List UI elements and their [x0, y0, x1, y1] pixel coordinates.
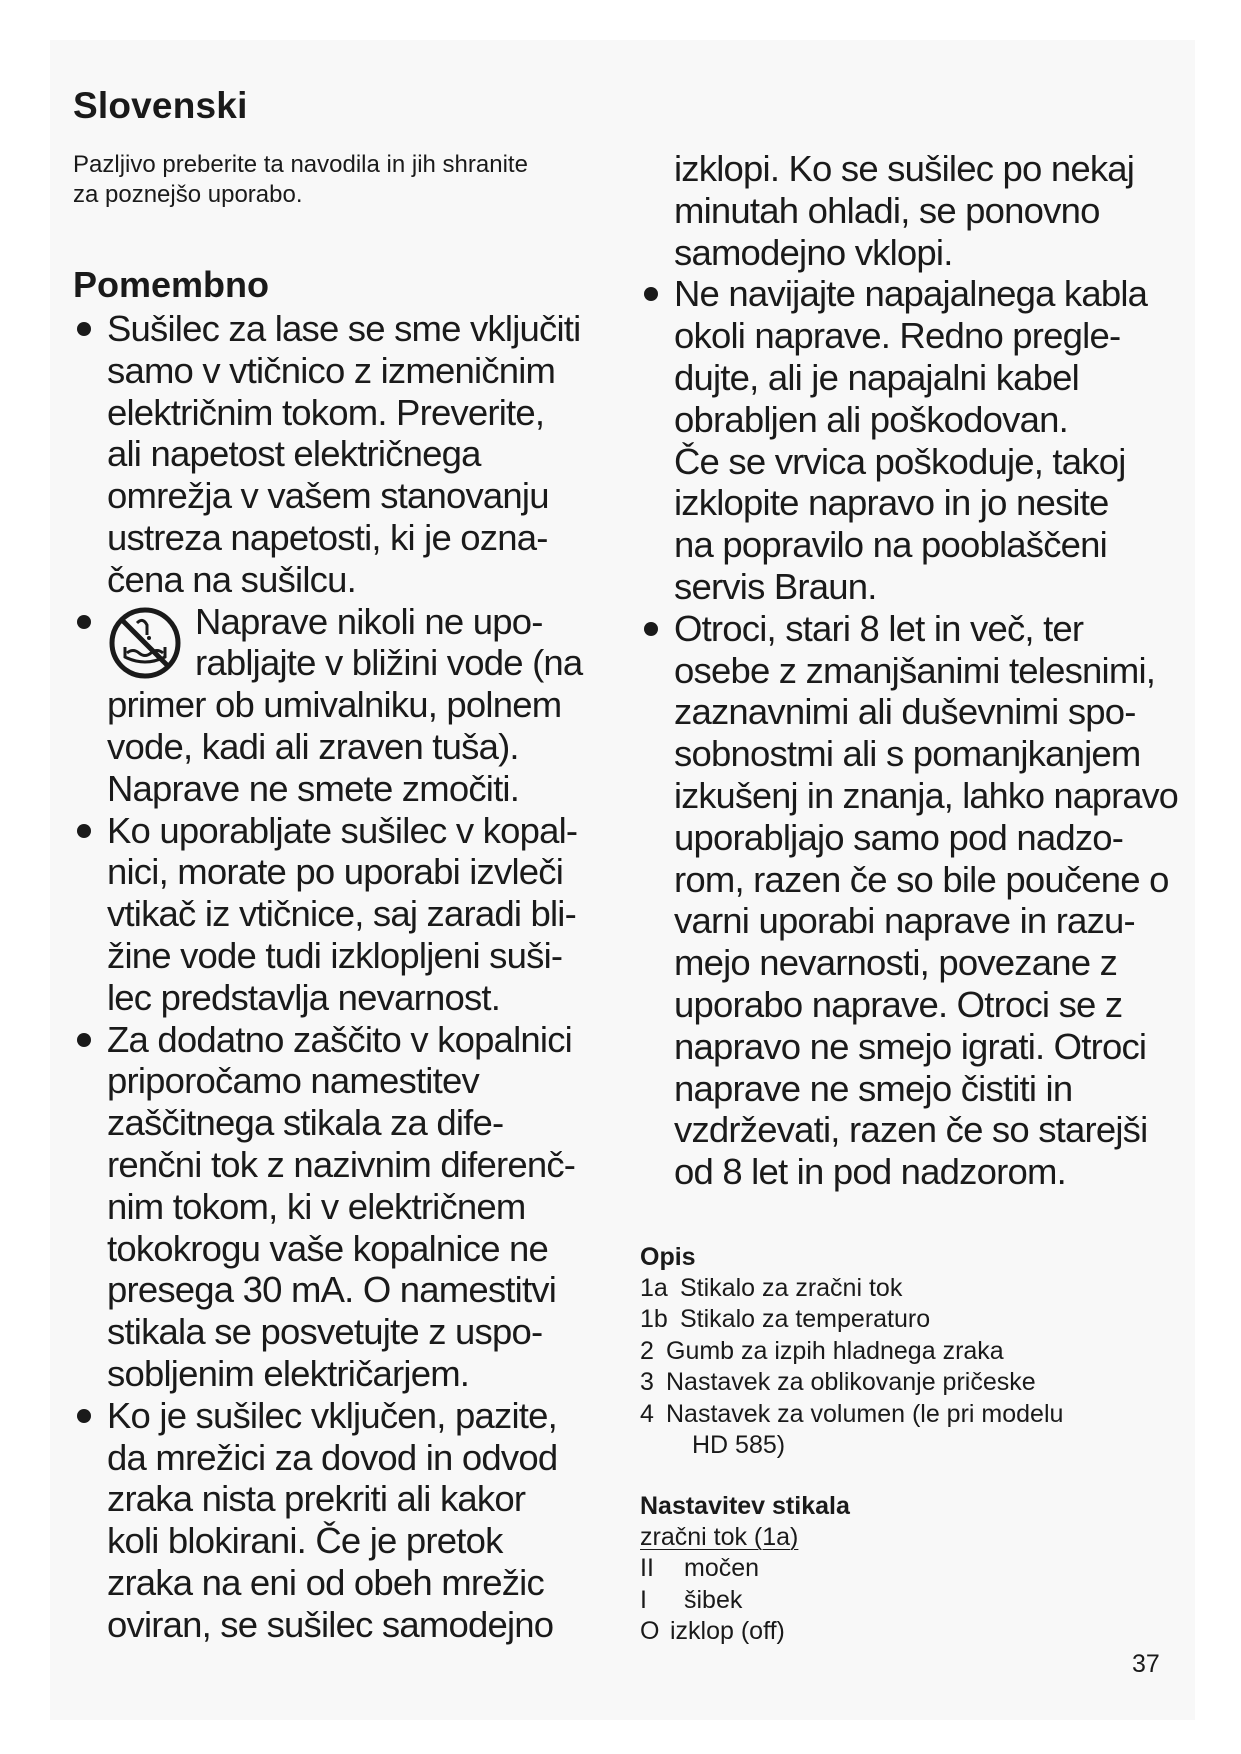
description-item [640, 1399, 1180, 1431]
setting-text: izklop (off) [670, 1617, 785, 1646]
safety-list-left [73, 308, 613, 1646]
text-line: dujte, ali je napajalni kabel [674, 356, 1079, 398]
text-line: samodejno vklopi. [674, 231, 953, 273]
list-item [73, 308, 613, 601]
settings-section [640, 1490, 1180, 1648]
right-column [640, 148, 1180, 1648]
text-line: oviran, se sušilec samodejno [107, 1603, 554, 1645]
text-line: vode, kadi ali zraven tuša). [107, 725, 519, 767]
text-line: izklopi. Ko se sušilec po nekaj [674, 148, 1135, 189]
list-item [640, 608, 1180, 1193]
text-line: Ne navijajte napajalnega kabla [674, 273, 1148, 315]
text-line: rom, razen če so bile poučene o [674, 858, 1169, 900]
text-line: nici, morate po uporabi izvleči [107, 851, 564, 893]
description-section [640, 1241, 1180, 1462]
settings-list [640, 1522, 1180, 1648]
text-line: zraka na eni od obeh mrežic [107, 1561, 544, 1603]
text-line: obrabljen ali poškodovan. [674, 398, 1068, 440]
setting-symbol: II [640, 1554, 654, 1583]
language-heading: Slovenski [73, 85, 248, 126]
description-heading: Opis [640, 1242, 696, 1271]
text-line: da mrežici za dovod in odvod [107, 1436, 558, 1478]
text-line: ali napetost električnega [107, 433, 481, 475]
settings-item [640, 1585, 1180, 1617]
text-line: minutah ohladi, se ponovno [674, 189, 1100, 231]
text-line: okoli naprave. Redno pregle- [674, 315, 1121, 357]
bullet-icon [77, 1033, 91, 1047]
list-item [640, 273, 1180, 607]
bullet-icon [77, 824, 91, 838]
item-number: 4 [640, 1399, 654, 1428]
important-heading: Pomembno [73, 264, 270, 305]
bullet-text-1 [107, 308, 613, 601]
intro-text [73, 150, 613, 210]
description-item [640, 1304, 1180, 1336]
left-column [73, 82, 613, 1646]
description-item [640, 1336, 1180, 1368]
bullet-icon [77, 615, 91, 629]
bullet-text-5 [107, 1395, 613, 1646]
intro-line: Pazljivo preberite ta navodila in jih shranite [73, 151, 528, 178]
text-line: Ko uporabljate sušilec v kopal- [107, 809, 578, 851]
text-line: vzdrževati, razen če so starejši [674, 1109, 1148, 1151]
setting-symbol: O [640, 1617, 660, 1646]
text-line: renčni tok z nazivnim diferenč- [107, 1143, 576, 1185]
description-list [640, 1273, 1180, 1462]
text-line: sobnostmi ali s pomanjkanjem [674, 733, 1141, 775]
description-item [640, 1273, 1180, 1305]
bullet-text-4 [107, 1019, 613, 1395]
text-line: žine vode tudi izklopljeni suši- [107, 934, 563, 976]
text-line: na popravilo na pooblaščeni [674, 524, 1107, 566]
text-line: uporabljajo samo pod nadzo- [674, 816, 1124, 858]
continuation-text [640, 148, 1180, 273]
text-line: samo v vtičnico z izmeničnim [107, 349, 556, 391]
bullet-text-6 [674, 273, 1180, 607]
text-line: Če se vrvica poškoduje, takoj [674, 440, 1126, 482]
text-line: primer ob umivalniku, polnem [107, 684, 562, 726]
text-line: Otroci, stari 8 let in več, ter [674, 607, 1084, 649]
text-line: priporočamo namestitev [107, 1060, 479, 1102]
text-line: presega 30 mA. O namestitvi [107, 1269, 557, 1311]
item-text: Stikalo za temperaturo [680, 1305, 931, 1334]
item-number: 3 [640, 1368, 654, 1397]
setting-text: močen [684, 1554, 760, 1583]
text-line: omrežja v vašem stanovanju [107, 475, 549, 517]
list-item [73, 1019, 613, 1395]
text-line: čena na sušilcu. [107, 558, 356, 600]
bullet-text-2 [107, 601, 613, 810]
text-line: Naprave nikoli ne upo- [195, 600, 543, 642]
settings-item [640, 1553, 1180, 1585]
settings-heading: Nastavitev stikala [640, 1491, 850, 1520]
text-line: mejo nevarnosti, povezane z [674, 942, 1118, 984]
item-number: 2 [640, 1336, 654, 1365]
text-line: nim tokom, ki v električnem [107, 1185, 526, 1227]
bullet-icon [644, 287, 658, 301]
settings-subheading: zračni tok (1a) [640, 1522, 799, 1551]
item-text: Nastavek za volumen (le pri modelu [666, 1399, 1064, 1428]
text-line: varni uporabi naprave in razu- [674, 900, 1135, 942]
text-line: tokokrogu vaše kopalnice ne [107, 1227, 549, 1269]
item-number: 1a [640, 1273, 668, 1302]
setting-symbol: I [640, 1585, 647, 1614]
item-number: 1b [640, 1305, 668, 1334]
text-line: servis Braun. [674, 565, 877, 607]
item-text-continued: HD 585) [692, 1431, 786, 1460]
item-text: Stikalo za zračni tok [680, 1273, 903, 1302]
bullet-text-7 [674, 608, 1180, 1193]
text-line: koli blokirani. Če je pretok [107, 1520, 503, 1562]
text-line: naprave ne smejo čistiti in [674, 1067, 1073, 1109]
text-line: ustreza napetosti, ki je ozna- [107, 516, 548, 558]
text-line: Za dodatno zaščito v kopalnici [107, 1018, 572, 1060]
text-line: sobljenim električarjem. [107, 1352, 470, 1394]
no-water-icon [107, 605, 183, 681]
text-line: izkušenj in znanja, lahko napravo [674, 774, 1178, 816]
bullet-text-3 [107, 810, 613, 1019]
text-line: lec predstavlja nevarnost. [107, 976, 501, 1018]
text-line: zraka nista prekriti ali kakor [107, 1478, 526, 1520]
bullet-icon [77, 1409, 91, 1423]
page-number: 37 [1132, 1650, 1160, 1678]
safety-list-right [640, 273, 1180, 1193]
text-line: Naprave ne smete zmočiti. [107, 767, 520, 809]
item-text: Gumb za izpih hladnega zraka [666, 1336, 1004, 1365]
item-text: Nastavek za oblikovanje pričeske [666, 1368, 1036, 1397]
setting-text: šibek [684, 1585, 743, 1614]
bullet-icon [77, 322, 91, 336]
text-line: od 8 let in pod nadzorom. [674, 1151, 1066, 1193]
text-line: električnim tokom. Preverite, [107, 391, 545, 433]
text-line: Ko je sušilec vključen, pazite, [107, 1394, 557, 1436]
text-line: vtikač iz vtičnice, saj zaradi bli- [107, 893, 576, 935]
description-item [640, 1367, 1180, 1399]
text-line: zaščitnega stikala za dife- [107, 1102, 504, 1144]
text-line: izklopite napravo in jo nesite [674, 482, 1109, 524]
text-line: rabljajte v bližini vode (na [195, 642, 583, 684]
list-item [73, 1395, 613, 1646]
list-item [73, 601, 613, 810]
bullet-icon [644, 622, 658, 636]
list-item [73, 810, 613, 1019]
text-line: stikala se posvetujte z uspo- [107, 1311, 543, 1353]
text-line: zaznavnimi ali duševnimi spo- [674, 691, 1136, 733]
settings-item [640, 1616, 1180, 1648]
text-line: Sušilec za lase se sme vključiti [107, 308, 581, 349]
intro-line: za poznejšo uporabo. [73, 181, 303, 208]
text-line: napravo ne smejo igrati. Otroci [674, 1025, 1147, 1067]
text-line: osebe z zmanjšanimi telesnimi, [674, 649, 1156, 691]
text-line: uporabo naprave. Otroci se z [674, 983, 1123, 1025]
